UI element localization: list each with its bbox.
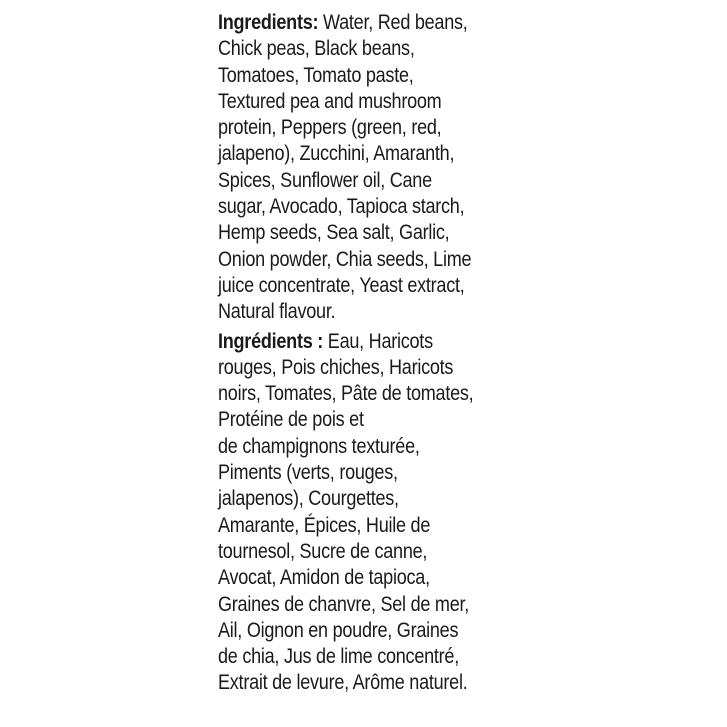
ingredients-label [218, 10, 476, 697]
ingredient-line: Onion powder, Chia seeds, Lime [218, 247, 472, 271]
ingredient-line: sugar, Avocado, Tapioca starch, [218, 195, 465, 219]
ingredient-line: tournesol, Sucre de canne, [218, 539, 428, 563]
ingredients-heading-fr: Ingrédients : [218, 329, 324, 353]
ingredients-french [218, 329, 476, 697]
ingredient-line: jalapenos), Courgettes, [218, 487, 399, 511]
ingredient-line [218, 329, 476, 355]
ingredient-line: Textured pea and mushroom [218, 89, 442, 113]
ingredients-english [218, 10, 476, 326]
ingredient-line: Ail, Oignon en poudre, Graines [218, 618, 459, 642]
ingredient-line: Extrait de levure, Arôme naturel. [218, 671, 468, 695]
ingredient-line: noirs, Tomates, Pâte de tomates, [218, 382, 474, 406]
ingredient-line: Hemp seeds, Sea salt, Garlic, [218, 221, 450, 245]
ingredient-line: de champignons texturée, [218, 434, 420, 458]
ingredient-line: protein, Peppers (green, red, [218, 116, 442, 140]
ingredient-line: Tomatoes, Tomato paste, [218, 63, 414, 87]
ingredient-text: Eau, Haricots [323, 329, 433, 353]
ingredient-line: rouges, Pois chiches, Haricots [218, 355, 454, 379]
ingredient-line [218, 10, 476, 36]
ingredient-line: Natural flavour. [218, 300, 336, 324]
ingredient-line: Chick peas, Black beans, [218, 37, 415, 61]
ingredient-line: Protéine de pois et [218, 408, 364, 432]
ingredient-line: de chia, Jus de lime concentré, [218, 645, 459, 669]
ingredients-heading-en: Ingredients: [218, 11, 319, 34]
ingredient-line: jalapeno), Zucchini, Amaranth, [218, 142, 455, 166]
ingredient-line: Piments (verts, rouges, [218, 461, 398, 485]
ingredient-line: Avocat, Amidon de tapioca, [218, 566, 430, 590]
ingredient-line: Graines de chanvre, Sel de mer, [218, 592, 469, 616]
ingredient-line: Amarante, Épices, Huile de [218, 513, 431, 537]
ingredient-line: juice concentrate, Yeast extract, [218, 273, 465, 297]
ingredient-line: Spices, Sunflower oil, Cane [218, 168, 432, 192]
ingredient-text: Water, Red beans, [318, 11, 468, 34]
